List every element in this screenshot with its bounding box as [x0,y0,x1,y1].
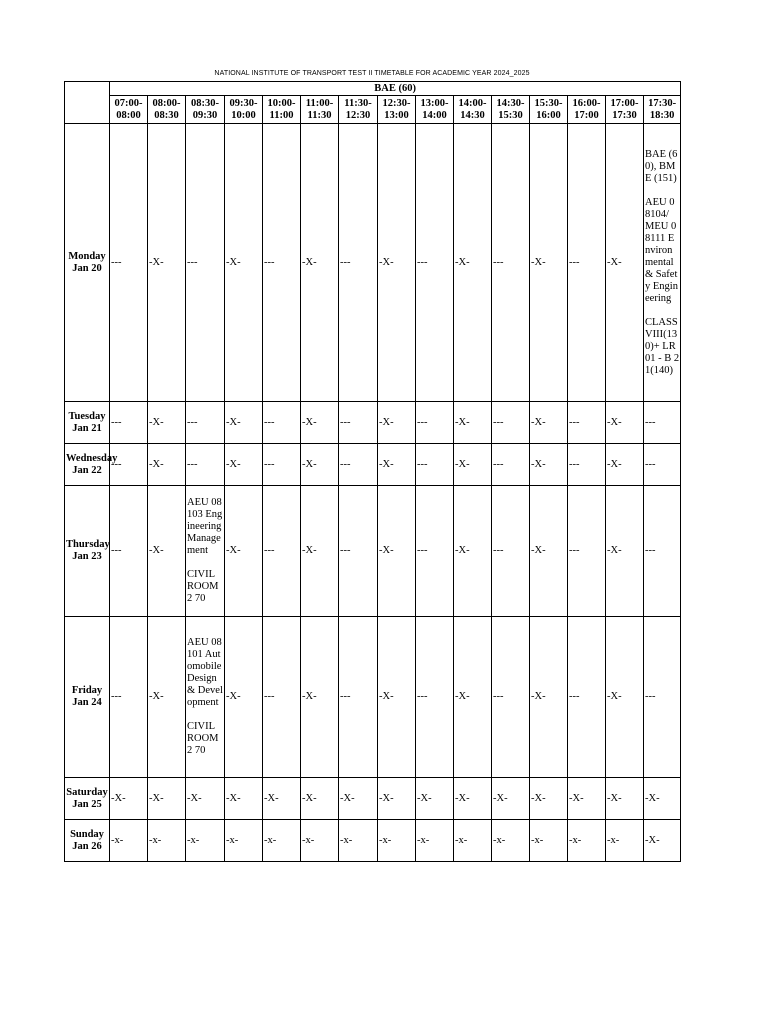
slot-cell: -X- [644,820,681,862]
slot-cell: -X- [301,486,339,617]
slot-cell: --- [263,486,301,617]
slot-cell: -X- [301,444,339,486]
slot-cell: -X- [454,124,492,402]
slot-cell: -X- [148,778,186,820]
slot-cell: --- [492,486,530,617]
slot-cell: -X- [454,402,492,444]
day-label: Thursday Jan 23 [65,486,110,617]
slot-cell: --- [492,444,530,486]
day-row [65,402,681,444]
slot-cell: -X- [225,402,263,444]
slot-start: 09:30- [229,97,258,109]
paragraph-gap [645,305,679,317]
slot-start: 14:00- [458,97,487,109]
day-row [65,444,681,486]
slot-cell: -x- [606,820,644,862]
slot-cell: --- [492,402,530,444]
slot-cell: -X- [148,402,186,444]
slot-cell: -X- [378,486,416,617]
time-slot-header [339,96,378,124]
slot-cell: -X- [416,778,454,820]
exam-entry-text: AEU 08104/ MEU 08111 Environmental & Safety Engineering [645,196,678,304]
slot-cell: --- [416,444,454,486]
day-row [65,617,681,778]
time-slot-header [186,96,225,124]
slot-cell: --- [339,402,378,444]
slot-cell: -X- [454,444,492,486]
slot-cell: --- [644,402,681,444]
slot-cell: -X- [530,444,568,486]
slot-end: 09:30 [192,109,218,121]
slot-cell: -X- [530,486,568,617]
slot-cell: -X- [568,778,606,820]
slot-cell: -X- [225,444,263,486]
time-slot-header [606,96,644,124]
slot-cell: -X- [454,486,492,617]
slot-cell: --- [339,444,378,486]
slot-cell: --- [339,486,378,617]
slot-start: 08:30- [191,97,219,109]
time-slot-row [65,96,681,124]
slot-start: 16:00- [572,97,601,109]
slot-cell: -X- [339,778,378,820]
slot-cell: -X- [148,486,186,617]
slot-cell: -X- [148,617,186,778]
time-slot-header [301,96,339,124]
slot-cell: -X- [606,486,644,617]
time-slot-header [644,96,681,124]
slot-start: 07:00- [114,97,143,109]
slot-end: 17:30 [612,109,637,121]
slot-cell: -X- [378,124,416,402]
slot-cell: --- [568,617,606,778]
slot-cell: -x- [301,820,339,862]
slot-end: 10:00 [231,109,256,121]
exam-entry-text: AEU 08101 Automobile Design & Development [187,637,223,708]
exam-entry-text: BAE (60), BME (151) [645,148,678,184]
slot-cell: -X- [606,444,644,486]
day-label: Wednesday Jan 22 [65,444,110,486]
exam-entry-cell [186,617,225,778]
day-label: Tuesday Jan 21 [65,402,110,444]
slot-start: 17:30- [648,97,677,109]
time-slot-header [263,96,301,124]
slot-cell: -X- [186,778,225,820]
slot-end: 14:30 [460,109,485,121]
slot-cell: -X- [225,486,263,617]
slot-cell: -X- [530,402,568,444]
slot-cell: -x- [186,820,225,862]
slot-cell: --- [416,124,454,402]
slot-cell: -X- [378,617,416,778]
slot-cell: -X- [454,617,492,778]
time-slot-header [110,96,148,124]
exam-entry-cell [186,486,225,617]
slot-cell: --- [644,486,681,617]
slot-cell: --- [416,402,454,444]
slot-cell: --- [110,124,148,402]
slot-cell: -X- [301,778,339,820]
slot-cell: -x- [568,820,606,862]
exam-entry-text: CIVIL ROOM 2 70 [187,569,219,604]
slot-cell: --- [644,617,681,778]
group-header-row [65,82,681,96]
slot-end: 16:00 [536,109,561,121]
slot-cell: --- [416,617,454,778]
slot-cell: --- [186,444,225,486]
slot-cell: -x- [110,820,148,862]
slot-cell: -X- [644,778,681,820]
time-slot-header [416,96,454,124]
slot-cell: -x- [492,820,530,862]
slot-cell: -X- [301,402,339,444]
paragraph-gap [187,709,223,721]
slot-cell: --- [416,486,454,617]
slot-start: 12:30- [382,97,411,109]
slot-end: 13:00 [384,109,409,121]
slot-cell: -X- [606,778,644,820]
slot-cell: -X- [148,124,186,402]
slot-end: 18:30 [649,109,675,121]
slot-cell: -X- [301,124,339,402]
slot-cell: -X- [378,444,416,486]
slot-end: 12:30 [345,109,371,121]
day-label: Friday Jan 24 [65,617,110,778]
time-slot-header [378,96,416,124]
slot-cell: --- [339,617,378,778]
slot-cell: -X- [530,778,568,820]
slot-end: 11:30 [307,109,332,121]
slot-cell: -x- [263,820,301,862]
corner-cell [65,82,110,124]
slot-start: 17:00- [610,97,639,109]
slot-end: 14:00 [422,109,447,121]
slot-cell: --- [263,617,301,778]
day-row [65,486,681,617]
slot-cell: --- [644,444,681,486]
slot-start: 14:30- [496,97,525,109]
slot-cell: -X- [606,124,644,402]
slot-cell: --- [263,402,301,444]
slot-start: 13:00- [420,97,449,109]
slot-cell: -X- [378,402,416,444]
exam-entry-text: AEU 08103 Engineering Management [187,497,223,556]
slot-cell: -X- [301,617,339,778]
slot-cell: --- [263,124,301,402]
slot-cell: -X- [110,778,148,820]
slot-cell: --- [110,444,148,486]
timetable [64,81,681,862]
slot-cell: --- [568,486,606,617]
slot-cell: -x- [454,820,492,862]
slot-cell: -X- [530,124,568,402]
slot-end: 08:00 [116,109,141,121]
paragraph-gap [645,185,679,197]
day-row [65,778,681,820]
day-row [65,820,681,862]
slot-cell: -X- [454,778,492,820]
day-row [65,124,681,402]
slot-start: 10:00- [267,97,296,109]
time-slot-header [492,96,530,124]
slot-cell: -x- [148,820,186,862]
slot-cell: -X- [606,617,644,778]
slot-cell: -X- [263,778,301,820]
slot-cell: -X- [492,778,530,820]
slot-cell: -X- [225,124,263,402]
day-label: Sunday Jan 26 [65,820,110,862]
time-slot-header [225,96,263,124]
slot-cell: -X- [225,778,263,820]
slot-cell: --- [492,617,530,778]
time-slot-header [454,96,492,124]
slot-cell: --- [568,402,606,444]
slot-cell: -X- [530,617,568,778]
time-slot-header [148,96,186,124]
page-title: NATIONAL INSTITUTE OF TRANSPORT TEST II TIMETABLE FOR ACADEMIC YEAR 2024_2025 [214,70,530,77]
time-slot-header [568,96,606,124]
slot-end: 17:00 [574,109,599,121]
slot-cell: -x- [530,820,568,862]
slot-cell: --- [110,402,148,444]
slot-cell: -x- [339,820,378,862]
slot-cell: -x- [378,820,416,862]
slot-cell: --- [492,124,530,402]
day-label: Monday Jan 20 [65,124,110,402]
slot-start: 11:00- [305,97,334,109]
time-slot-header [530,96,568,124]
slot-cell: --- [568,124,606,402]
group-header: BAE (60) [110,82,681,96]
slot-cell: --- [339,124,378,402]
slot-end: 15:30 [498,109,523,121]
slot-cell: -x- [416,820,454,862]
slot-cell: --- [568,444,606,486]
slot-start: 08:00- [152,97,181,109]
slot-cell: --- [186,124,225,402]
slot-cell: --- [263,444,301,486]
paragraph-gap [187,557,223,569]
exam-entry-cell [644,124,681,402]
slot-cell: -X- [378,778,416,820]
slot-cell: -X- [225,617,263,778]
slot-cell: --- [110,486,148,617]
slot-end: 11:00 [269,109,294,121]
slot-cell: --- [186,402,225,444]
slot-cell: -x- [225,820,263,862]
slot-cell: -X- [606,402,644,444]
exam-entry-text: CLASS VIII(130)+ LR 01 - B 21(140) [645,316,680,376]
slot-cell: -X- [148,444,186,486]
slot-end: 08:30 [154,109,179,121]
slot-cell: --- [110,617,148,778]
slot-start: 11:30- [344,97,372,109]
day-label: Saturday Jan 25 [65,778,110,820]
timetable-body [65,124,681,862]
exam-entry-text: CIVIL ROOM 2 70 [187,721,219,756]
slot-start: 15:30- [534,97,563,109]
